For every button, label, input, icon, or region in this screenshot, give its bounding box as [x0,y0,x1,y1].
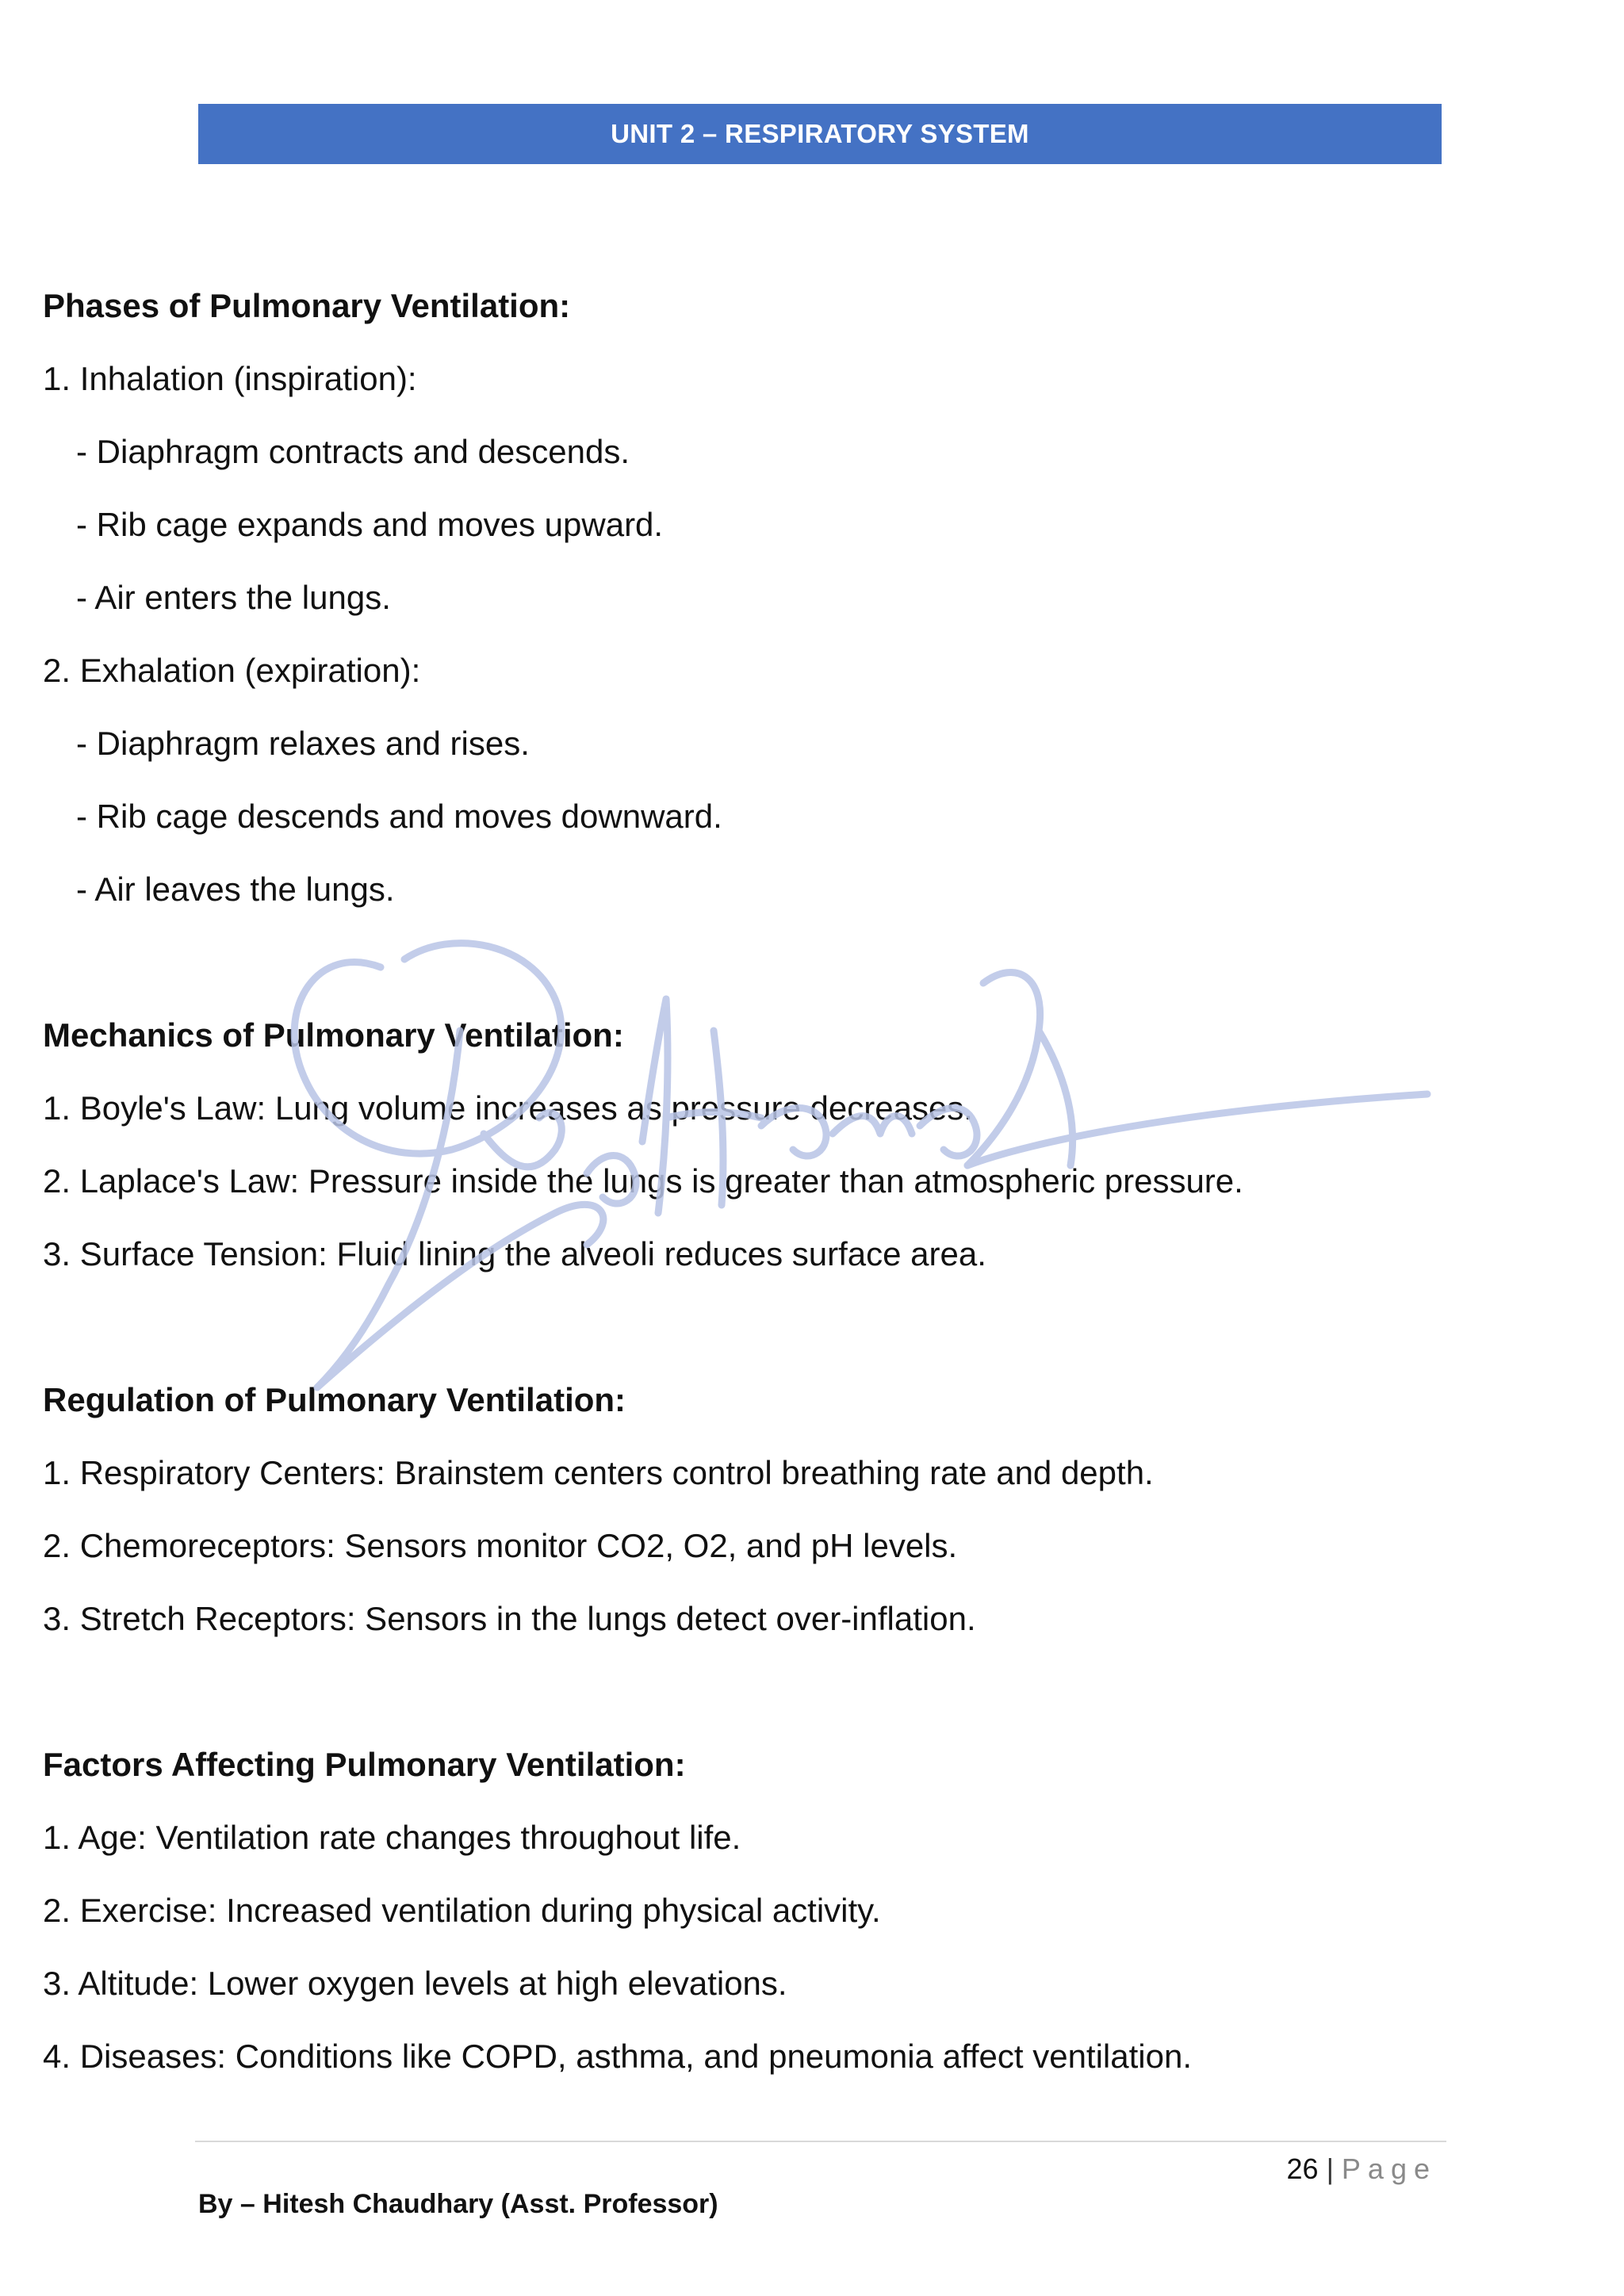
list-item: 3. Altitude: Lower oxygen levels at high elevations. [43,1965,787,2002]
list-item: 4. Diseases: Conditions like COPD, asthma, and pneumonia affect ventilation. [43,2038,1192,2075]
sub-list-item: - Rib cage expands and moves upward. [76,506,664,543]
list-item: 2. Laplace's Law: Pressure inside the lungs is greater than atmospheric pressure. [43,1162,1243,1200]
section-heading: Phases of Pulmonary Ventilation: [43,287,571,324]
page-number-separator: | [1326,2152,1334,2185]
section-heading: Factors Affecting Pulmonary Ventilation: [43,1746,686,1783]
document-body [43,270,1549,2166]
list-item: 1. Respiratory Centers: Brainstem centers control breathing rate and depth. [43,1454,1154,1491]
author-credit: By – Hitesh Chaudhary (Asst. Professor) [198,2189,718,2219]
sub-list-item: - Air enters the lungs. [76,579,391,616]
list-item: 1. Inhalation (inspiration): [43,360,417,397]
header-title: UNIT 2 – RESPIRATORY SYSTEM [611,119,1029,148]
section [43,1364,1549,1655]
list-item: 2. Exercise: Increased ventilation during physical activity. [43,1892,881,1929]
page-number [1287,2147,1437,2191]
list-item: 3. Surface Tension: Fluid lining the alveoli reduces surface area. [43,1235,986,1272]
sub-list-item: - Rib cage descends and moves downward. [76,798,722,835]
sub-list-item: - Diaphragm contracts and descends. [76,433,630,470]
sub-list-item: - Diaphragm relaxes and rises. [76,725,530,762]
sub-list-item: - Air leaves the lungs. [76,871,395,908]
page-number-value: 26 [1286,2152,1319,2185]
list-item: 1. Boyle's Law: Lung volume increases as pressure decreases. [43,1089,973,1127]
header-bar [198,104,1442,164]
section-heading: Regulation of Pulmonary Ventilation: [43,1381,626,1418]
section [43,270,1549,926]
list-item: 2. Chemoreceptors: Sensors monitor CO2, O2, and pH levels. [43,1527,958,1564]
list-item: 3. Stretch Receptors: Sensors in the lungs detect over-inflation. [43,1600,976,1637]
section [43,1728,1549,2093]
footer-rule [195,2141,1446,2142]
section-heading: Mechanics of Pulmonary Ventilation: [43,1016,624,1054]
list-item: 2. Exhalation (expiration): [43,652,421,689]
list-item: 1. Age: Ventilation rate changes throughout life. [43,1819,741,1856]
section [43,999,1549,1291]
page-word: Page [1341,2152,1437,2185]
